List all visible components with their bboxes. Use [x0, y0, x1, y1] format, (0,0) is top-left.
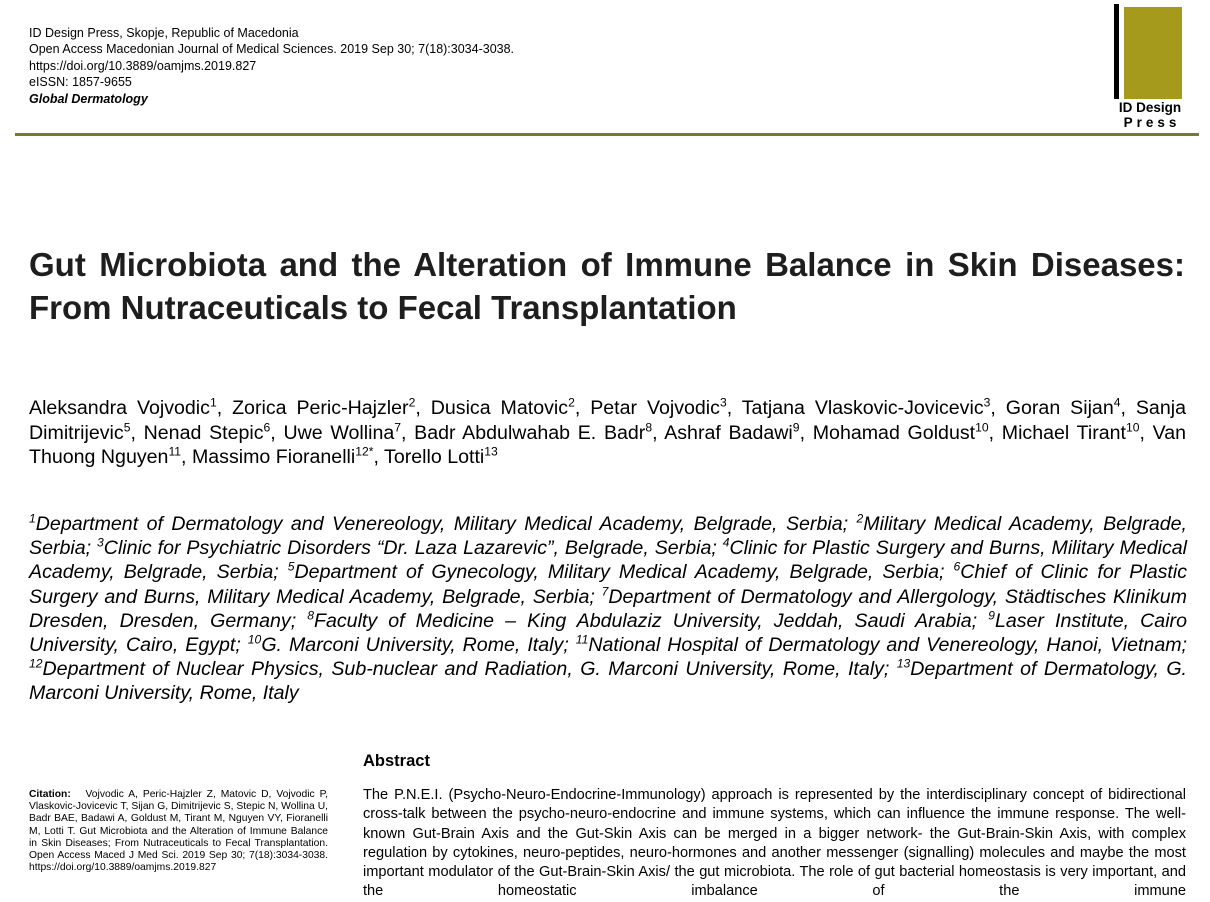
author-name: Dusica Matovic [430, 397, 569, 419]
author-name: Massimo Fioranelli [191, 446, 356, 468]
affiliation-number: 8 [307, 608, 315, 623]
author-affiliation-marker: 1 [209, 395, 217, 410]
affiliation-text: Department of Dermatology, G. Marconi University, Rome, Italy [29, 658, 1187, 705]
author-name: Michael Tirant [1001, 421, 1126, 444]
author-name: Torello Lotti [384, 446, 485, 468]
affiliation-number: 13 [896, 656, 911, 671]
author-name: Badr Abdulwahab E. Badr [414, 421, 646, 444]
author-name: Ashraf Badawi [664, 421, 793, 444]
author-affiliation-marker: 3 [719, 395, 727, 410]
author-affiliation-marker: 9 [792, 420, 800, 435]
author-affiliation-marker: 12* [355, 444, 374, 459]
author-name: Aleksandra Vojvodic [29, 397, 210, 419]
author-affiliation-marker: 6 [263, 420, 271, 435]
author-affiliation-marker: 2 [568, 395, 575, 410]
affiliation-text: Department of Dermatology and Allergology, Städtisches Klinikum Dresden, Dresden, Germany [29, 585, 1187, 632]
article-title: Gut Microbiota and the Alteration of Immune Balance in Skin Diseases: From Nutraceuticals to Fecal Transplantation [29, 246, 1185, 326]
affiliation-number: 11 [575, 632, 589, 647]
affiliation-number: 6 [953, 560, 961, 575]
publisher-logo [1112, 4, 1188, 130]
affiliation-text: Military Medical Academy, Belgrade, Serbia [29, 513, 1187, 560]
affiliation-number: 1 [29, 511, 36, 526]
affiliation-number: 4 [722, 535, 730, 550]
doi-link[interactable]: https://doi.org/10.3889/oamjms.2019.827 [29, 58, 257, 73]
author-affiliation-marker: 10 [1125, 420, 1140, 435]
affiliation-list: $^1$Department of Dermatology and Venereology, Military Medical Academy, Belgrade, Serbia; $^2$Military Medical Academy, Belgrade, Serbia; $^3$Clinic for Psychiatric Disorders “Dr. Laza Lazarevic”, Belgrade, Serbia; $^4$Clinic for Plastic Surgery and Burns, Military Medical Academy, Belgrade, Serbia; $^5$Department of Gynecology, Military Medical Academy, Belgrade, Serbia; $^6$Chief of Clinic for Plastic Surgery and Burns, Military Medical Academy, Belgrade, Serbia; $^7$Department of Dermatology and Allergology, Städtisches Klinikum Dresden, Dresden, Germany; $^8$Faculty of Medicine – King Abdulaziz University, Jeddah, Saudi Arabia; $^9$Laser Institute, Cairo University, Cairo, Egypt; $^{10}$G. Marconi University, Rome, Italy; $^{11}$National Hospital of Dermatology and Venereology, Hanoi, Vietnam; $^{12}$Department of Nuclear Physics, Sub-nuclear and Radiation, G. Marconi University, Rome, Italy; $^{13}$Department of Dermatology, G. Marconi University, Rome, Italy [29, 511, 1188, 705]
affiliation-text: Chief of Clinic for Plastic Surgery and Burns, Military Medical Academy, Belgrade, Serbia [29, 561, 1188, 608]
journal-citation-line: Open Access Macedonian Journal of Medical Sciences. 2019 Sep 30; 7(18):3034-3038. [29, 42, 515, 57]
affiliation-number: 10 [247, 632, 262, 647]
affiliation-number: 12 [29, 656, 43, 671]
affiliation-number: 2 [856, 511, 864, 526]
affiliation-number: 5 [287, 560, 295, 575]
author-name: Zorica Peric-Hajzler [232, 397, 409, 419]
affiliation-number: 3 [97, 535, 104, 550]
affiliation-text: Department of Nuclear Physics, Sub-nuclear and Radiation, G. Marconi University, Rome, Italy [42, 658, 884, 681]
author-name: Goran Sijan [1005, 397, 1114, 419]
affiliation-number: 9 [988, 608, 995, 623]
abstract-text: The P.N.E.I. (Psycho-Neuro-Endocrine-Immunology) approach is represented by the interdisciplinary concept of bidirectional cross-talk between the psycho-neuro-endocrine and immune systems, which can influence the immune response. The well-known Gut-Brain Axis and the Gut-Skin Axis can be merged in a bigger network- the Gut-Brain-Skin Axis, with complex regulation by cytokines, neuro-peptides, neuro-hormones and another messenger (signalling) molecules and maybe the most important modulator of the Gut-Brain-Skin Axis/ the gut microbiota. The role of gut bacterial homeostasis is very important, and the homeostatic imbalance of the immune [363, 787, 1186, 900]
author-affiliation-marker: 13 [484, 444, 498, 459]
citation-block [29, 789, 328, 874]
affiliation-text: Department of Dermatology and Venereology, Military Medical Academy, Belgrade, Serbia [35, 513, 843, 535]
journal-header [29, 25, 514, 107]
author-name: Tatjana Vlaskovic-Jovicevic [741, 397, 984, 419]
logo-olive-box [1124, 7, 1182, 99]
affiliation-text: Laser Institute, Cairo University, Cairo, Egypt [29, 609, 1187, 657]
affiliation-text: Faculty of Medicine – King Abdulaziz University, Jeddah, Saudi Arabia [314, 609, 972, 632]
author-affiliation-marker: 11 [168, 444, 182, 459]
logo-text-line1: ID Design [1118, 100, 1182, 115]
author-name: Mohamad Goldust [812, 421, 976, 444]
author-name: Van Thuong Nguyen [29, 421, 1187, 468]
affiliation-text: National Hospital of Dermatology and Venereology, Hanoi, Vietnam [588, 634, 1182, 657]
author-affiliation-marker: 7 [394, 420, 402, 435]
author-affiliation-marker: 3 [983, 395, 991, 410]
abstract-heading: Abstract [363, 752, 430, 770]
author-affiliation-marker: 8 [645, 420, 653, 435]
affiliation-text: Department of Gynecology, Military Medical Academy, Belgrade, Serbia [294, 561, 940, 584]
author-name: Uwe Wollina [283, 421, 395, 444]
affiliation-text: Clinic for Psychiatric Disorders “Dr. Laza Lazarevic”, Belgrade, Serbia [103, 537, 712, 560]
author-name: Sanja Dimitrijevic [29, 397, 1186, 444]
author-affiliation-marker: 4 [1113, 395, 1121, 410]
logo-black-bar [1114, 4, 1119, 99]
citation-text: Vojvodic A, Peric-Hajzler Z, Matovic D, Vojvodic P, Vlaskovic-Jovicevic T, Sijan G, Dimitrijevic S, Stepic N, Wollina U, Badr BAE, Badawi A, Goldust M, Tirant M, Nguyen VY, Fioranelli M, Lotti T. Gut Microbiota and the Alteration of Immune Balance in Skin Diseases; From Nutraceuticals to Fecal Transplantation. Open Access Maced J Med Sci. 2019 Sep 30; 7(18):3034-3038. https://doi.org/10.3889/oamjms.2019.827 [29, 789, 328, 874]
author-name: Petar Vojvodic [590, 397, 720, 419]
author-list: Aleksandra Vojvodic$^1$, Zorica Peric-Hajzler$^2$, Dusica Matovic$^2$, Petar Vojvodic$^3$, Tatjana Vlaskovic-Jovicevic$^3$, Goran Sijan$^4$, Sanja Dimitrijevic$^5$, Nenad Stepic$^6$, Uwe Wollina$^7$, Badr Abdulwahab E. Badr$^8$, Ashraf Badawi$^9$, Mohamad Goldust$^{10}$, Michael Tirant$^{10}$, Van Thuong Nguyen$^{11}$, Massimo Fioranelli$^{12*}$, Torello Lotti$^{13}$ [29, 395, 1187, 468]
eissn-line: eISSN: 1857-9655 [29, 75, 132, 90]
author-name: Nenad Stepic [143, 421, 264, 444]
header-divider [15, 133, 1199, 136]
affiliation-number: 7 [601, 584, 609, 599]
author-affiliation-marker: 5 [123, 420, 131, 435]
section-label: Global Dermatology [29, 91, 148, 106]
author-affiliation-marker: 10 [975, 420, 989, 435]
logo-text-line2: Press [1123, 115, 1181, 130]
affiliation-text: Clinic for Plastic Surgery and Burns, Military Medical Academy, Belgrade, Serbia [29, 537, 1188, 584]
publisher-line: ID Design Press, Skopje, Republic of Macedonia [29, 26, 299, 40]
citation-label: Citation: [29, 789, 71, 800]
affiliation-text: G. Marconi University, Rome, Italy [261, 634, 564, 657]
author-affiliation-marker: 2 [408, 395, 416, 410]
